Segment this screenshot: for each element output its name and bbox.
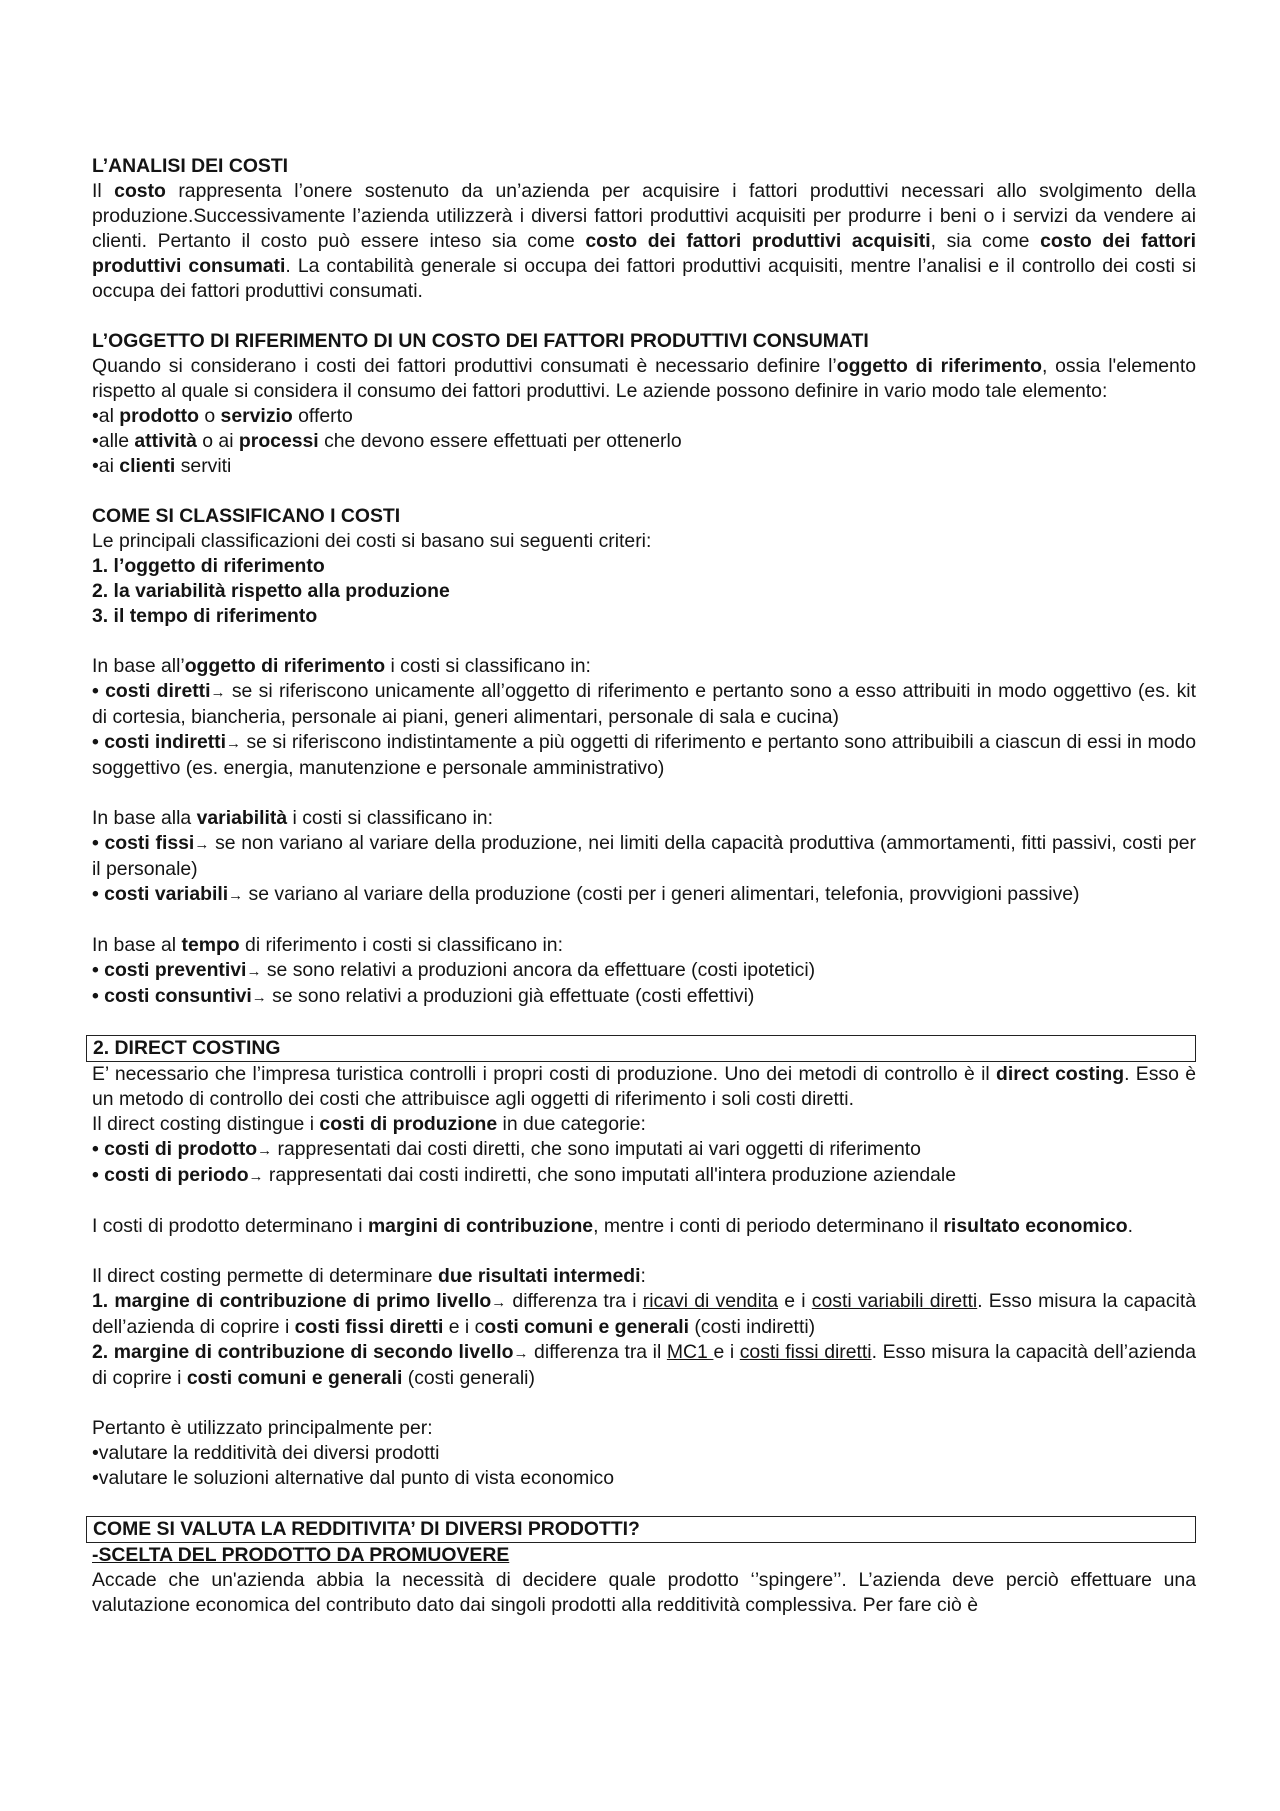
paragraph-variabilita-intro: In base alla variabilità i costi si classificano in: (92, 807, 493, 829)
paragraph-categorie: Il direct costing distingue i costi di produzione in due categorie: (92, 1113, 646, 1135)
paragraph-oggetto-intro: In base all’oggetto di riferimento i costi si classificano in: (92, 655, 591, 677)
item-costi-diretti: • costi diretti→ se si riferiscono unicamente all’oggetto di riferimento e pertanto sono a esso attribuiti in modo oggettivo (es. kit di cortesia, biancheria, personale ai piani, generi alimentari, personale di sala e cucina) (92, 680, 1196, 728)
subsection-title-scelta: -SCELTA DEL PRODOTTO DA PROMUOVERE (92, 1544, 510, 1566)
bullet-soluzioni: •valutare le soluzioni alternative dal punto di vista economico (92, 1467, 615, 1489)
paragraph-direct-costing: E’ necessario che l’impresa turistica controlli i propri costi di produzione. Uno dei metodi di controllo è il direct costing. Esso è un metodo di controllo dei costi che attribuisce agli oggetti di riferimento i soli costi diretti. (92, 1063, 1196, 1110)
paragraph-margini: I costi di prodotto determinano i margini di contribuzione, mentre i conti di periodo determinano il risultato economico. (92, 1215, 1134, 1237)
arrow-icon: → (210, 684, 226, 701)
item-costi-consuntivi: • costi consuntivi→ se sono relativi a produzioni già effettuate (costi effettivi) (92, 985, 755, 1007)
criterio-3: 3. il tempo di riferimento (92, 605, 318, 627)
item-costi-periodo: • costi di periodo→ rappresentati dai costi indiretti, che sono imputati all'intera produzione aziendale (92, 1164, 957, 1186)
item-costi-indiretti: • costi indiretti→ se si riferiscono indistintamente a più oggetti di riferimento e pertanto sono attribuibili a ciascun di essi in modo soggettivo (es. energia, manutenzione e personale amministrativo) (92, 731, 1196, 779)
arrow-icon: → (228, 887, 244, 904)
section-title-redditivita: COME SI VALUTA LA REDDITIVITA’ DI DIVERSI PRODOTTI? (86, 1516, 1196, 1543)
document-page (92, 154, 1196, 1618)
criterio-2: 2. la variabilità rispetto alla produzione (92, 580, 450, 602)
paragraph-risultati: Il direct costing permette di determinare due risultati intermedi: (92, 1265, 646, 1287)
arrow-icon: → (257, 1142, 273, 1159)
paragraph-costo: Il costo rappresenta l’onere sostenuto da un’azienda per acquisire i fattori produttivi necessari allo svolgimento della produzione.Successivamente l’azienda utilizzerà i diversi fattori produttivi acquisiti per produrre i beni o i servizi da vendere ai clienti. Pertanto il costo può essere inteso sia come costo dei fattori produttivi acquisiti, sia come costo dei fattori produttivi consumati. La contabilità generale si occupa dei fattori produttivi acquisiti, mentre l’analisi e il controllo dei costi si occupa dei fattori produttivi consumati. (92, 180, 1196, 302)
arrow-icon: → (251, 989, 267, 1006)
bullet-prodotto: •al prodotto o servizio offerto (92, 405, 353, 427)
paragraph-utilizzo: Pertanto è utilizzato principalmente per: (92, 1417, 433, 1439)
item-costi-prodotto: • costi di prodotto→ rappresentati dai costi diretti, che sono imputati ai vari oggetti di riferimento (92, 1138, 921, 1160)
bullet-attivita: •alle attività o ai processi che devono essere effettuati per ottenerlo (92, 430, 682, 452)
arrow-icon: → (248, 1168, 264, 1185)
paragraph-tempo-intro: In base al tempo di riferimento i costi si classificano in: (92, 934, 563, 956)
criterio-1: 1. l’oggetto di riferimento (92, 555, 325, 577)
section-title-direct-costing: 2. DIRECT COSTING (86, 1035, 1196, 1062)
arrow-icon: → (226, 735, 242, 752)
item-margine-secondo: 2. margine di contribuzione di secondo livello→ differenza tra il MC1 e i costi fissi diretti. Esso misura la capacità dell’azienda di coprire i costi comuni e generali (costi generali) (92, 1341, 1196, 1389)
arrow-icon: → (491, 1294, 507, 1311)
section-title-classificano: COME SI CLASSIFICANO I COSTI (92, 505, 401, 527)
paragraph-scelta: Accade che un'azienda abbia la necessità di decidere quale prodotto ‘’spingere’’. L’azienda deve perciò effettuare una valutazione economica del contributo dato dai singoli prodotti alla redditività complessiva. Per fare ciò è (92, 1569, 1196, 1616)
arrow-icon: → (513, 1345, 529, 1362)
bullet-redditivita: •valutare la redditività dei diversi prodotti (92, 1442, 440, 1464)
arrow-icon: → (246, 963, 262, 980)
item-costi-fissi: • costi fissi→ se non variano al variare della produzione, nei limiti della capacità produttiva (ammortamenti, fitti passivi, costi per il personale) (92, 832, 1196, 880)
arrow-icon: → (194, 836, 210, 853)
paragraph-oggetto: Quando si considerano i costi dei fattori produttivi consumati è necessario definire l’oggetto di riferimento, ossia l'elemento rispetto al quale si considera il consumo dei fattori produttivi. Le aziende possono definire in vario modo tale elemento: (92, 355, 1196, 402)
section-title-oggetto: L’OGGETTO DI RIFERIMENTO DI UN COSTO DEI FATTORI PRODUTTIVI CONSUMATI (92, 330, 869, 352)
item-costi-variabili: • costi variabili→ se variano al variare della produzione (costi per i generi alimentari, telefonia, provvigioni passive) (92, 883, 1080, 905)
paragraph-criteri: Le principali classificazioni dei costi si basano sui seguenti criteri: (92, 530, 652, 552)
item-margine-primo: 1. margine di contribuzione di primo livello→ differenza tra i ricavi di vendita e i costi variabili diretti. Esso misura la capacità dell’azienda di coprire i costi fissi diretti e i costi comuni e generali (costi indiretti) (92, 1290, 1197, 1338)
item-costi-preventivi: • costi preventivi→ se sono relativi a produzioni ancora da effettuare (costi ipotetici) (92, 959, 816, 981)
bullet-clienti: •ai clienti serviti (92, 455, 232, 477)
section-title-analisi: L’ANALISI DEI COSTI (92, 155, 289, 177)
